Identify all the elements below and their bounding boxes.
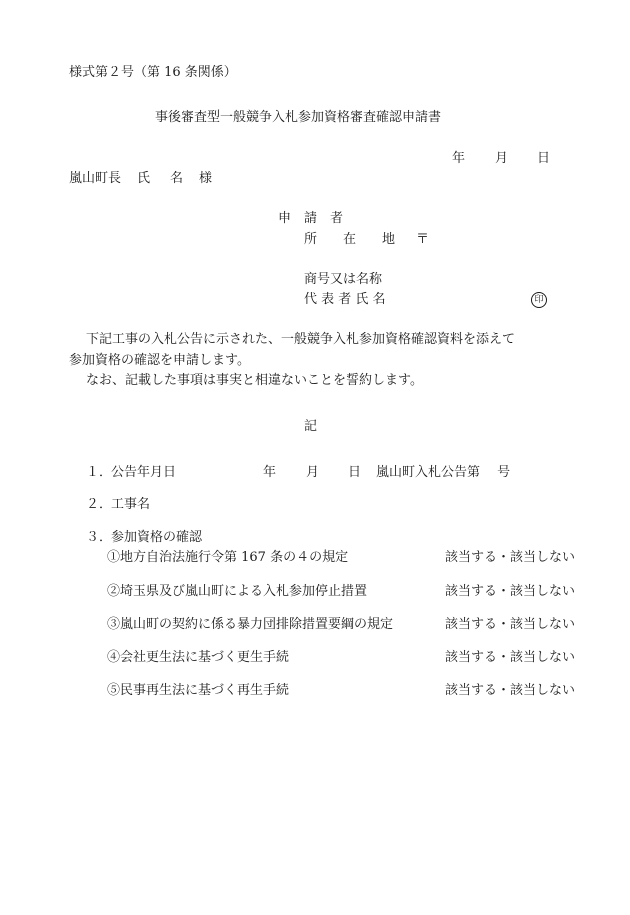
form-number: 様式第２号（第 16 条関係） bbox=[69, 65, 237, 80]
item-1-year: 年 bbox=[263, 465, 277, 480]
applicant-company-label: 商号又は名称 bbox=[304, 272, 383, 287]
addressee-name-label-2: 名 bbox=[170, 171, 184, 186]
addressee-org: 嵐山町長 bbox=[69, 171, 122, 186]
document-title: 事後審査型一般競争入札参加資格審査確認申請書 bbox=[155, 110, 442, 125]
date-year-label: 年 bbox=[452, 151, 466, 166]
body-line-2: 参加資格の確認を申請します。 bbox=[69, 353, 250, 368]
seal-mark-text: 印 bbox=[531, 292, 547, 308]
item-1-notice: 嵐山町入札公告第 号 bbox=[376, 465, 511, 480]
item-3-label: 参加資格の確認 bbox=[111, 530, 203, 545]
applicant-heading: 申 請 者 bbox=[278, 211, 344, 226]
applicant-rep-label: 代 表 者 氏 名 bbox=[304, 292, 386, 307]
check-1-text: ①地方自治法施行令第 167 条の４の規定 bbox=[107, 550, 349, 565]
check-1-choice: 該当する・該当しない bbox=[445, 550, 576, 565]
check-3-text: ③嵐山町の契約に係る暴力団排除措置要綱の規定 bbox=[107, 617, 394, 632]
item-1-month: 月 bbox=[306, 465, 320, 480]
item-1-day: 日 bbox=[348, 465, 362, 480]
check-4-choice: 該当する・該当しない bbox=[445, 650, 576, 665]
item-2-number: ２． bbox=[86, 497, 113, 512]
body-line-3: なお、記載した事項は事実と相違ないことを誓約します。 bbox=[86, 373, 423, 388]
check-3-choice: 該当する・該当しない bbox=[445, 617, 576, 632]
check-2-text: ②埼玉県及び嵐山町による入札参加停止措置 bbox=[107, 584, 368, 599]
date-day-label: 日 bbox=[537, 151, 551, 166]
body-line-1: 下記工事の入札公告に示された、一般競争入札参加資格確認資料を添えて bbox=[86, 332, 516, 347]
check-4-text: ④会社更生法に基づく更生手続 bbox=[107, 650, 290, 665]
item-1-number: １． bbox=[86, 465, 113, 480]
item-2-label: 工事名 bbox=[111, 497, 151, 512]
item-3-number: ３． bbox=[86, 530, 113, 545]
applicant-address-label: 所 在 地 bbox=[304, 232, 396, 247]
check-2-choice: 該当する・該当しない bbox=[445, 584, 576, 599]
seal-mark-icon bbox=[531, 292, 547, 308]
check-5-choice: 該当する・該当しない bbox=[445, 683, 576, 698]
ki-heading: 記 bbox=[304, 419, 318, 434]
addressee-name-label: 氏 bbox=[137, 171, 151, 186]
postal-mark: 〒 bbox=[416, 232, 430, 247]
addressee-honorific: 様 bbox=[199, 171, 213, 186]
date-month-label: 月 bbox=[495, 151, 509, 166]
check-5-text: ⑤民事再生法に基づく再生手続 bbox=[107, 683, 290, 698]
item-1-label: 公告年月日 bbox=[111, 465, 177, 480]
